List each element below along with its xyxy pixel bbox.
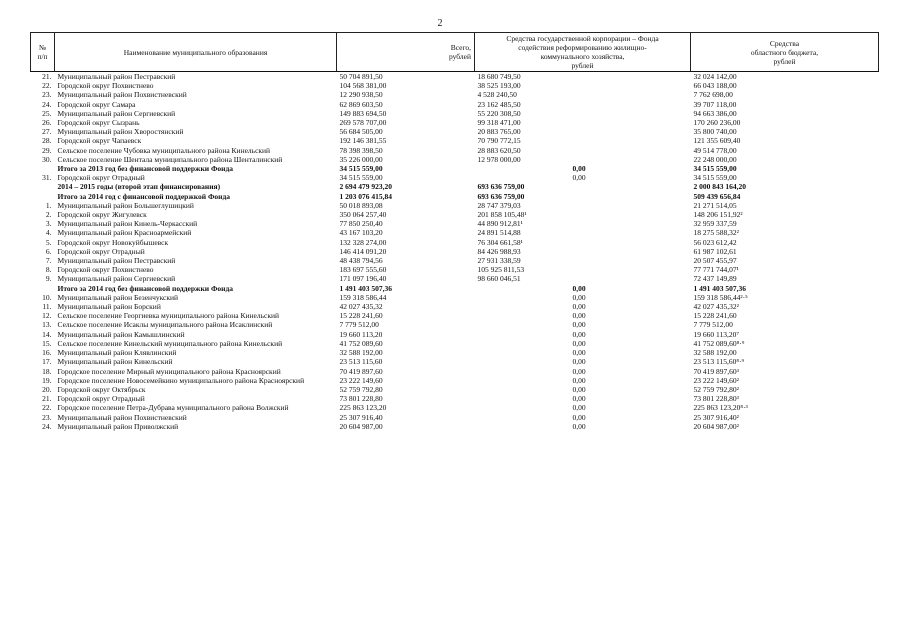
row-number: 6. <box>45 246 52 256</box>
row-number: 14. <box>42 329 52 339</box>
table-row <box>31 100 879 109</box>
budget-amount: 22 248 000,00 <box>693 154 737 164</box>
table-row <box>31 330 879 339</box>
municipality-name: Муниципальный район Приволжский <box>57 421 179 431</box>
total-amount: 77 850 250,40 <box>339 219 383 229</box>
table-row <box>31 339 879 348</box>
municipality-name: Муниципальный район Пестравский <box>57 72 176 81</box>
row-number: 1. <box>45 200 52 210</box>
budget-amount: 7 779 512,00 <box>693 320 733 330</box>
table-row <box>31 274 879 283</box>
total-amount: 183 697 555,60 <box>339 265 387 275</box>
row-number: 17. <box>42 357 52 367</box>
municipality-name: Итого за 2014 год без финансовой поддержки Фонда <box>57 283 234 293</box>
table-row <box>31 201 879 210</box>
total-amount: 78 398 398,50 <box>339 145 383 155</box>
total-amount: 48 438 794,56 <box>339 256 383 266</box>
budget-amount: 39 707 118,00 <box>693 99 737 109</box>
row-number: 8. <box>45 265 52 275</box>
municipality-name: Сельское поселение Чубовка муниципального района Кинельский <box>57 145 271 155</box>
fund-amount: 0,00 <box>572 421 586 431</box>
budget-amount: 34 515 559,00 <box>693 164 737 174</box>
fund-amount: 28 747 379,03 <box>477 200 521 210</box>
total-amount: 23 222 149,60 <box>339 375 383 385</box>
budget-amount: 52 759 792,80² <box>693 384 739 394</box>
table-row <box>31 367 879 376</box>
total-amount: 225 863 123,20 <box>339 403 387 413</box>
column-header-total: Всего, рублей <box>337 33 475 72</box>
row-number: 23. <box>42 412 52 422</box>
row-number: 4. <box>45 228 52 238</box>
fund-amount: 28 883 620,50 <box>477 145 521 155</box>
row-number: 10. <box>42 292 52 302</box>
budget-amount: 1 491 403 507,36 <box>693 283 746 293</box>
fund-amount: 84 426 988,93 <box>477 246 521 256</box>
table-row <box>31 357 879 366</box>
budget-amount: 23 513 115,60⁸·⁹ <box>693 357 745 367</box>
municipality-name: Сельское поселение Исаклы муниципального района Исаклинский <box>57 320 273 330</box>
table-row <box>31 265 879 274</box>
budget-amount: 15 228 241,60 <box>693 311 737 321</box>
fund-amount: 0,00 <box>572 375 586 385</box>
table-header-row <box>31 33 879 72</box>
budget-amount: 18 275 588,32² <box>693 228 739 238</box>
row-number <box>31 284 55 293</box>
fund-amount: 23 162 485,50 <box>477 99 521 109</box>
table-row <box>31 136 879 145</box>
row-number: 23. <box>42 90 52 100</box>
fund-amount: 0,00 <box>572 412 586 422</box>
fund-amount: 0,00 <box>572 338 586 348</box>
total-amount: 62 869 603,50 <box>339 99 383 109</box>
row-number: 27. <box>42 127 52 137</box>
table-row <box>31 413 879 422</box>
municipality-name: Муниципальный район Борский <box>57 302 161 312</box>
row-number: 12. <box>42 311 52 321</box>
row-number: 28. <box>42 136 52 146</box>
row-number <box>31 182 55 191</box>
row-number: 9. <box>45 274 52 284</box>
municipality-name: 2014 – 2015 годы (второй этап финансирования) <box>57 182 221 192</box>
fund-amount: 201 858 105,48¹ <box>477 210 527 220</box>
fund-amount: 0,00 <box>572 292 586 302</box>
table-row <box>31 302 879 311</box>
budget-amount: 42 027 435,32² <box>693 302 739 312</box>
total-amount: 35 226 000,00 <box>339 154 383 164</box>
row-number <box>31 164 55 173</box>
municipality-name: Муниципальный район Кинельский <box>57 357 173 367</box>
table-row <box>31 155 879 164</box>
table-row <box>31 228 879 237</box>
total-amount: 1 203 076 415,84 <box>339 191 392 201</box>
municipality-name: Сельское поселение Шентала муниципального района Шенталинский <box>57 154 283 164</box>
fund-amount: 99 318 471,00 <box>477 118 521 128</box>
row-number: 22. <box>42 403 52 413</box>
table-row <box>31 173 879 182</box>
table-row <box>31 90 879 99</box>
table-row <box>31 127 879 136</box>
row-number: 25. <box>42 108 52 118</box>
table-row <box>31 247 879 256</box>
municipality-name: Городской округ Новокуйбышевск <box>57 237 169 247</box>
total-amount: 15 228 241,60 <box>339 311 383 321</box>
fund-amount: 18 680 749,50 <box>477 72 521 81</box>
table-row <box>31 348 879 357</box>
budget-amount: 32 588 192,00 <box>693 348 737 358</box>
row-number: 15. <box>42 338 52 348</box>
municipality-name: Городской округ Отрадный <box>57 246 145 256</box>
municipality-name: Муниципальный район Похвистневский <box>57 412 187 422</box>
row-number: 3. <box>45 219 52 229</box>
fund-amount: 0,00 <box>572 173 586 183</box>
row-number: 11. <box>42 302 52 312</box>
budget-amount: 41 752 089,60⁸·⁹ <box>693 338 745 348</box>
table-row <box>31 320 879 329</box>
table-row <box>31 81 879 90</box>
municipality-name: Муниципальный район Безенчукский <box>57 292 179 302</box>
fund-amount: 0,00 <box>572 320 586 330</box>
total-amount: 159 318 586,44 <box>339 292 387 302</box>
municipality-name: Городской округ Самара <box>57 99 136 109</box>
municipality-name: Муниципальный район Камышлинский <box>57 329 185 339</box>
row-number: 31. <box>42 173 52 183</box>
column-header-fund: Средства государственной корпорации – Фонда содействия реформированию жилищно- коммунального хозяйства, рублей <box>475 33 691 72</box>
budget-amount: 94 663 386,00 <box>693 108 737 118</box>
municipality-name: Муниципальный район Пестравский <box>57 256 176 266</box>
table-row <box>31 394 879 403</box>
row-number <box>31 192 55 201</box>
budget-amount: 25 307 916,40² <box>693 412 739 422</box>
row-number: 18. <box>42 366 52 376</box>
budget-amount: 35 800 740,00 <box>693 127 737 137</box>
total-amount: 192 146 381,55 <box>339 136 387 146</box>
budget-amount: 148 206 151,92² <box>693 210 743 220</box>
financing-table <box>30 32 879 431</box>
budget-amount: 56 023 612,42 <box>693 237 737 247</box>
total-amount: 1 491 403 507,36 <box>339 283 392 293</box>
budget-amount: 21 271 514,05 <box>693 200 737 210</box>
table-summary-row <box>31 182 879 191</box>
total-amount: 12 290 938,50 <box>339 90 383 100</box>
fund-amount: 55 220 308,50 <box>477 108 521 118</box>
budget-amount: 77 771 744,07¹ <box>693 265 739 275</box>
row-number: 24. <box>42 421 52 431</box>
table-row <box>31 403 879 412</box>
row-number: 21. <box>42 72 52 81</box>
municipality-name: Городской округ Сызрань <box>57 118 140 128</box>
fund-amount: 24 891 514,88 <box>477 228 521 238</box>
total-amount: 52 759 792,80 <box>339 384 383 394</box>
total-amount: 34 515 559,00 <box>339 164 383 174</box>
municipality-name: Итого за 2014 год с финансовой поддержкой Фонда <box>57 191 230 201</box>
fund-amount: 70 790 772,15 <box>477 136 521 146</box>
table-row <box>31 238 879 247</box>
table-row <box>31 385 879 394</box>
fund-amount: 693 636 759,00 <box>477 182 525 192</box>
table-row <box>31 311 879 320</box>
table-row <box>31 256 879 265</box>
total-amount: 50 704 891,50 <box>339 72 383 81</box>
municipality-name: Муниципальный район Похвистневский <box>57 90 187 100</box>
municipality-name: Муниципальный район Сергиевский <box>57 274 176 284</box>
total-amount: 269 578 707,00 <box>339 118 387 128</box>
fund-amount: 0,00 <box>572 164 586 174</box>
table-row <box>31 146 879 155</box>
row-number: 24. <box>42 99 52 109</box>
total-amount: 7 779 512,00 <box>339 320 379 330</box>
total-amount: 43 167 103,20 <box>339 228 383 238</box>
fund-amount: 0,00 <box>572 302 586 312</box>
municipality-name: Городское поселение Мирный муниципального района Красноярский <box>57 366 281 376</box>
municipality-name: Сельское поселение Кинельский муниципального района Кинельский <box>57 338 283 348</box>
table-row <box>31 293 879 302</box>
municipality-name: Городское поселение Новосемейкино муниципального района Красноярский <box>57 375 305 385</box>
municipality-name: Сельское поселение Георгиевка муниципального района Кинельский <box>57 311 279 321</box>
fund-amount: 0,00 <box>572 357 586 367</box>
municipality-name: Городское поселение Петра-Дубрава муниципального района Волжский <box>57 403 289 413</box>
table-row <box>31 422 879 431</box>
column-header-number: № п/п <box>31 33 55 72</box>
total-amount: 23 513 115,60 <box>339 357 383 367</box>
total-amount: 25 307 916,40 <box>339 412 383 422</box>
fund-amount: 44 890 912,81¹ <box>477 219 523 229</box>
table-row <box>31 376 879 385</box>
budget-amount: 23 222 149,60² <box>693 375 739 385</box>
table-row <box>31 72 879 82</box>
table-summary-row <box>31 164 879 173</box>
fund-amount: 4 528 240,50 <box>477 90 517 100</box>
table-row <box>31 219 879 228</box>
fund-amount: 0,00 <box>572 283 586 293</box>
municipality-name: Городской округ Чапаевск <box>57 136 142 146</box>
total-amount: 19 660 113,20 <box>339 329 383 339</box>
budget-amount: 66 043 188,00 <box>693 81 737 91</box>
total-amount: 350 064 257,40 <box>339 210 387 220</box>
fund-amount: 0,00 <box>572 384 586 394</box>
total-amount: 149 883 694,50 <box>339 108 387 118</box>
fund-amount: 105 925 811,53 <box>477 265 525 275</box>
row-number: 13. <box>42 320 52 330</box>
budget-amount: 73 801 228,80³ <box>693 394 739 404</box>
municipality-name: Городской округ Похвистнево <box>57 81 154 91</box>
fund-amount: 693 636 759,00 <box>477 191 525 201</box>
total-amount: 2 694 479 923,20 <box>339 182 392 192</box>
municipality-name: Муниципальный район Большеглушицкий <box>57 200 194 210</box>
table-summary-row <box>31 284 879 293</box>
fund-amount: 0,00 <box>572 394 586 404</box>
municipality-name: Городской округ Похвистнево <box>57 265 154 275</box>
municipality-name: Муниципальный район Красноармейский <box>57 228 192 238</box>
budget-amount: 20 604 987,00² <box>693 421 739 431</box>
total-amount: 73 801 228,80 <box>339 394 383 404</box>
municipality-name: Городской округ Жигулевск <box>57 210 147 220</box>
fund-amount: 98 660 046,51 <box>477 274 521 284</box>
municipality-name: Муниципальный район Клявлинский <box>57 348 177 358</box>
row-number: 5. <box>45 237 52 247</box>
budget-amount: 19 660 113,20⁷ <box>693 329 739 339</box>
total-amount: 171 097 196,40 <box>339 274 387 284</box>
row-number: 30. <box>42 154 52 164</box>
budget-amount: 121 355 609,40 <box>693 136 741 146</box>
budget-amount: 509 439 656,84 <box>693 191 741 201</box>
row-number: 7. <box>45 256 52 266</box>
fund-amount: 0,00 <box>572 366 586 376</box>
total-amount: 20 604 987,00 <box>339 421 383 431</box>
row-number: 26. <box>42 118 52 128</box>
total-amount: 41 752 089,60 <box>339 338 383 348</box>
row-number: 20. <box>42 384 52 394</box>
table-body <box>31 72 879 431</box>
municipality-name: Городской округ Отрадный <box>57 394 145 404</box>
fund-amount: 76 304 661,58¹ <box>477 237 523 247</box>
total-amount: 132 328 274,00 <box>339 237 387 247</box>
budget-amount: 7 762 698,00 <box>693 90 733 100</box>
table-row <box>31 210 879 219</box>
row-number: 22. <box>42 81 52 91</box>
fund-amount: 27 931 338,59 <box>477 256 521 266</box>
budget-amount: 49 514 778,00 <box>693 145 737 155</box>
total-amount: 50 018 893,08 <box>339 200 383 210</box>
municipality-name: Муниципальный район Кинель-Черкасский <box>57 219 198 229</box>
total-amount: 32 588 192,00 <box>339 348 383 358</box>
budget-amount: 2 000 843 164,20 <box>693 182 746 192</box>
fund-amount: 0,00 <box>572 403 586 413</box>
row-number: 16. <box>42 348 52 358</box>
fund-amount: 12 978 000,00 <box>477 154 521 164</box>
budget-amount: 32 959 337,59 <box>693 219 737 229</box>
total-amount: 70 419 897,60 <box>339 366 383 376</box>
fund-amount: 20 883 765,00 <box>477 127 521 137</box>
table-row <box>31 109 879 118</box>
row-number: 29. <box>42 145 52 155</box>
column-header-name: Наименование муниципального образования <box>55 33 337 72</box>
column-header-budget: Средства областного бюджета, рублей <box>691 33 879 72</box>
budget-amount: 20 507 455,97 <box>693 256 737 266</box>
total-amount: 34 515 559,00 <box>339 173 383 183</box>
budget-amount: 70 419 897,60³ <box>693 366 739 376</box>
total-amount: 146 414 091,20 <box>339 246 387 256</box>
fund-amount: 0,00 <box>572 329 586 339</box>
fund-amount: 0,00 <box>572 348 586 358</box>
budget-amount: 32 024 142,00 <box>693 72 737 81</box>
municipality-name: Муниципальный район Сергиевский <box>57 108 176 118</box>
fund-amount: 38 525 193,00 <box>477 81 521 91</box>
fund-amount: 0,00 <box>572 311 586 321</box>
budget-amount: 72 437 149,89 <box>693 274 737 284</box>
municipality-name: Городской округ Октябрьск <box>57 384 146 394</box>
total-amount: 42 027 435,32 <box>339 302 383 312</box>
budget-amount: 170 260 236,00 <box>693 118 741 128</box>
table-summary-row <box>31 192 879 201</box>
municipality-name: Муниципальный район Хворостянский <box>57 127 184 137</box>
budget-amount: 34 515 559,00 <box>693 173 737 183</box>
table-row <box>31 118 879 127</box>
budget-amount: 225 863 123,20⁸·³ <box>693 403 748 413</box>
row-number: 21. <box>42 394 52 404</box>
municipality-name: Городской округ Отрадный <box>57 173 145 183</box>
page-number: 2 <box>437 18 443 29</box>
total-amount: 56 684 505,00 <box>339 127 383 137</box>
total-amount: 104 568 381,00 <box>339 81 387 91</box>
budget-amount: 61 987 102,61 <box>693 246 737 256</box>
row-number: 2. <box>45 210 52 220</box>
budget-amount: 159 318 586,44²·⁵ <box>693 292 748 302</box>
row-number: 19. <box>42 375 52 385</box>
municipality-name: Итого за 2013 год без финансовой поддержки Фонда <box>57 164 234 174</box>
